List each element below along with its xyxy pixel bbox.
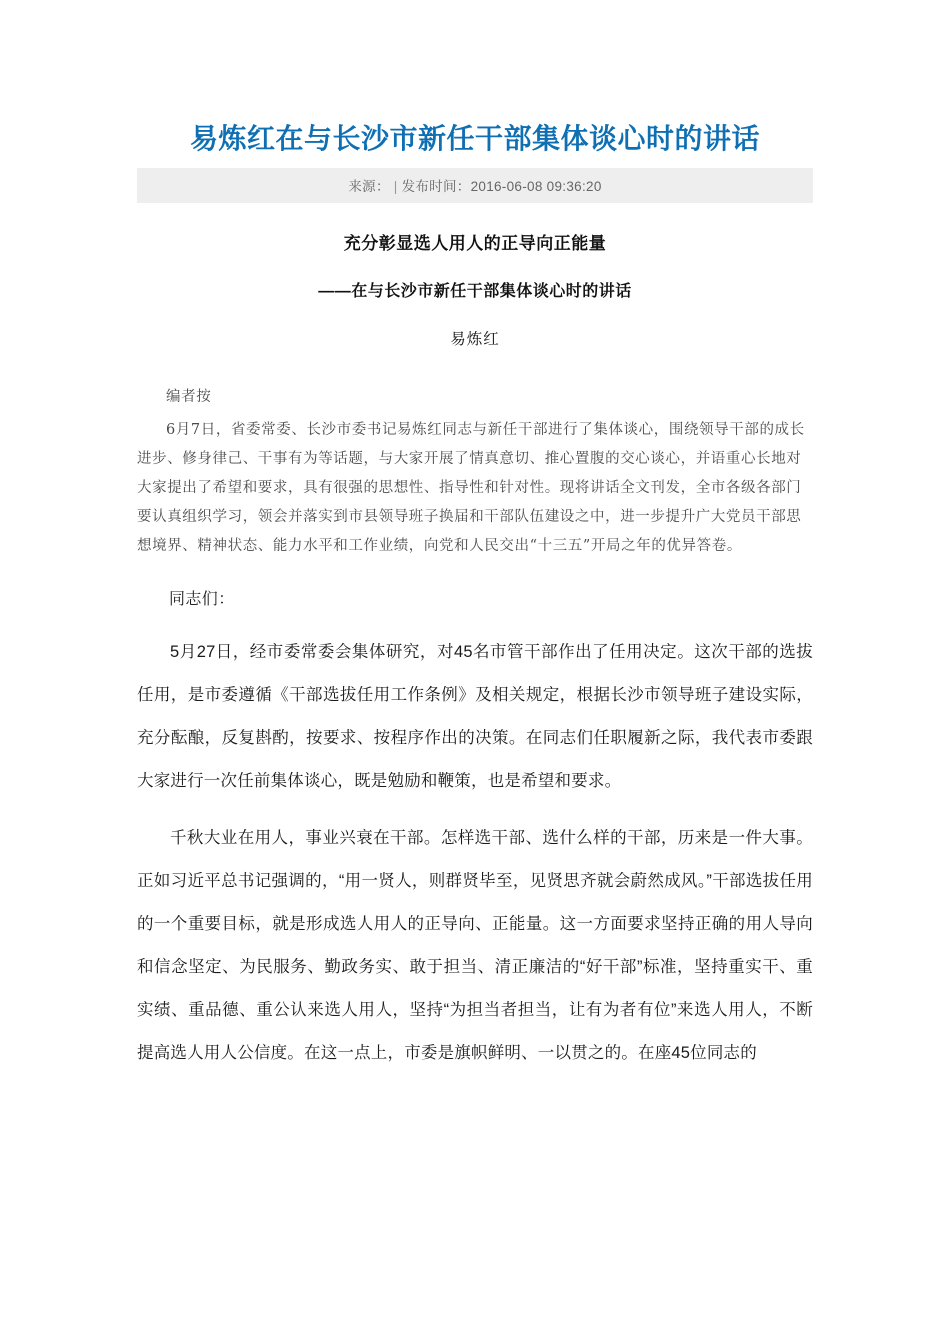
meta-separator: |: [393, 178, 398, 194]
editor-note-label: 编者按: [166, 388, 212, 405]
article-subtitle-secondary: ——在与长沙市新任干部集体谈心时的讲话: [318, 282, 632, 300]
article-author: 易炼红: [450, 330, 500, 348]
article-paragraph: 5月27日，经市委常委会集体研究，对45名市管干部作出了任用决定。这次干部的选拔任用，是市委遵循《干部选拔任用工作条例》及相关规定，根据长沙市领导班子建设实际，充分酝酿，反复斟酌，按要求、按程序作出的决策。在同志们任职履新之际，我代表市委跟大家进行一次任前集体谈心，既是勉励和鞭策，也是希望和要求。: [137, 642, 813, 790]
article-subtitle-primary: 充分彰显选人用人的正导向正能量: [343, 233, 607, 253]
source-label: 来源：: [348, 178, 390, 194]
publish-label: 发布时间：: [401, 178, 471, 194]
page-title: 易炼红在与长沙市新任干部集体谈心时的讲话: [189, 123, 760, 154]
publish-time: 2016-06-08 09:36:20: [470, 178, 602, 194]
article-paragraph: 千秋大业在用人，事业兴衰在干部。怎样选干部、选什么样的干部，历来是一件大事。正如习近平总书记强调的，“用一贤人，则群贤毕至，见贤思齐就会蔚然成风。”干部选拔任用的一个重要目标，就是形成选人用人的正导向、正能量。这一方面要求坚持正确的用人导向和信念坚定、为民服务、勤政务实、敢于担当、清正廉洁的“好干部”标准，坚持重实干、重实绩、重品德、重公认来选人用人，坚持“为担当者担当，让有为者有位”来选人用人，不断提高选人用人公信度。在这一点上，市委是旗帜鲜明、一以贯之的。在座45位同志的: [137, 828, 813, 1062]
article-container: [137, 108, 813, 1075]
editor-note-body: 6月7日，省委常委、长沙市委书记易炼红同志与新任干部进行了集体谈心，围绕领导干部的成长进步、修身律己、干事有为等话题，与大家开展了情真意切、推心置腹的交心谈心，并语重心长地对大家提出了希望和要求，具有很强的思想性、指导性和针对性。现将讲话全文刊发，全市各级各部门要认真组织学习，领会并落实到市县领导班子换届和干部队伍建设之中，进一步提升广大党员干部思想境界、精神状态、能力水平和工作业绩，向党和人民交出“十三五”开局之年的优异答卷。: [137, 421, 805, 554]
editor-note: [137, 383, 813, 561]
article-meta-bar: [137, 168, 813, 203]
article-salutation: 同志们：: [169, 590, 235, 608]
